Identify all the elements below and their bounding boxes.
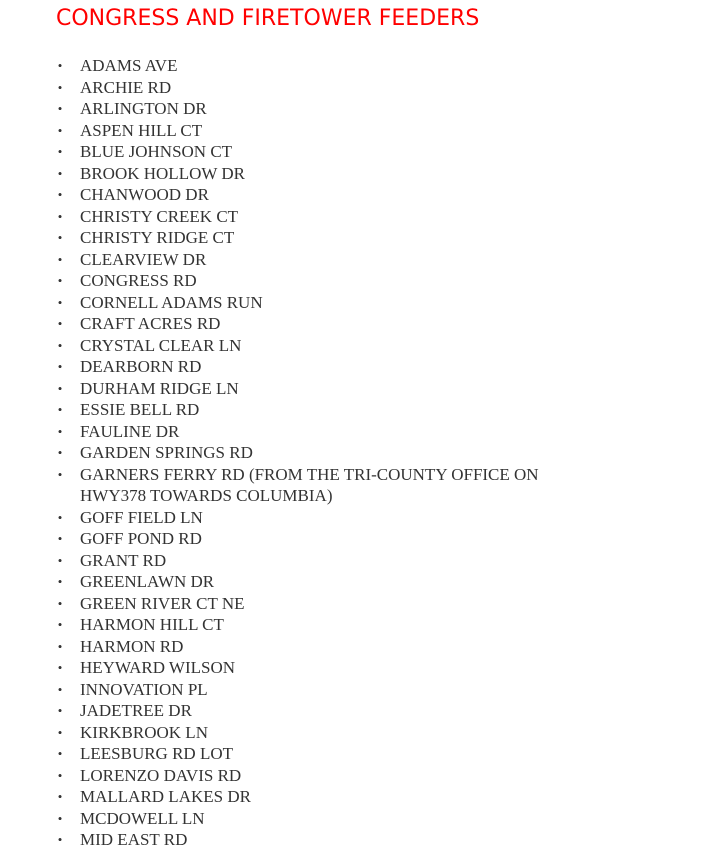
bullet-icon: • bbox=[57, 251, 63, 267]
street-name: BROOK HOLLOW DR bbox=[80, 163, 245, 183]
bullet-icon: • bbox=[57, 810, 63, 826]
street-list-item bbox=[0, 163, 600, 185]
bullet-icon: • bbox=[57, 230, 63, 245]
bullet-icon: • bbox=[57, 660, 63, 675]
street-name: CRAFT ACRES RD bbox=[80, 314, 221, 333]
street-list-item bbox=[0, 765, 600, 787]
bullet-icon: • bbox=[57, 574, 63, 589]
street-list-item bbox=[0, 120, 600, 142]
bullet-icon: • bbox=[57, 789, 63, 804]
bullet-icon: • bbox=[57, 79, 63, 95]
street-list bbox=[0, 55, 703, 851]
street-list-item bbox=[0, 313, 600, 335]
street-list-item bbox=[0, 593, 600, 615]
street-name: GREENLAWN DR bbox=[80, 572, 215, 591]
street-name: FAULINE DR bbox=[80, 421, 180, 441]
street-name: ADAMS AVE bbox=[80, 56, 178, 75]
street-list-item bbox=[0, 227, 600, 249]
bullet-icon: • bbox=[57, 423, 63, 439]
bullet-icon: • bbox=[57, 380, 63, 396]
bullet-icon: • bbox=[57, 165, 63, 181]
street-list-item bbox=[0, 571, 600, 593]
street-list-item bbox=[0, 399, 600, 421]
street-list-item bbox=[0, 421, 600, 443]
street-list-item bbox=[0, 206, 600, 228]
street-name: CHRISTY CREEK CT bbox=[80, 206, 239, 226]
street-list-item bbox=[0, 55, 600, 77]
bullet-icon: • bbox=[57, 316, 63, 331]
bullet-icon: • bbox=[57, 509, 63, 525]
street-name: MALLARD LAKES DR bbox=[80, 787, 251, 806]
bullet-icon: • bbox=[57, 832, 63, 847]
street-name: GARNERS FERRY RD (FROM THE TRI-COUNTY OFFICE ON HWY378 TOWARDS COLUMBIA) bbox=[80, 464, 539, 505]
bullet-icon: • bbox=[57, 359, 63, 374]
bullet-icon: • bbox=[57, 617, 63, 632]
street-name: CHANWOOD DR bbox=[80, 185, 209, 204]
street-name: GRANT RD bbox=[80, 550, 167, 570]
street-list-item bbox=[0, 356, 600, 378]
street-name: CHRISTY RIDGE CT bbox=[80, 228, 235, 247]
bullet-icon: • bbox=[57, 144, 63, 159]
bullet-icon: • bbox=[57, 294, 63, 310]
bullet-icon: • bbox=[57, 187, 63, 202]
street-name: CONGRESS RD bbox=[80, 271, 197, 290]
street-list-item bbox=[0, 722, 600, 744]
street-name: INNOVATION PL bbox=[80, 679, 208, 699]
bullet-icon: • bbox=[57, 445, 63, 460]
street-name: JADETREE DR bbox=[80, 701, 192, 720]
street-list-item bbox=[0, 98, 600, 120]
street-list-item bbox=[0, 614, 600, 636]
bullet-icon: • bbox=[57, 638, 63, 654]
bullet-icon: • bbox=[57, 402, 63, 417]
street-name: CORNELL ADAMS RUN bbox=[80, 292, 263, 312]
bullet-icon: • bbox=[57, 703, 63, 718]
street-name: ARLINGTON DR bbox=[80, 99, 207, 118]
street-list-item bbox=[0, 270, 600, 292]
street-list-item bbox=[0, 657, 600, 679]
street-name: MCDOWELL LN bbox=[80, 808, 205, 828]
street-name: HARMON RD bbox=[80, 636, 184, 656]
bullet-icon: • bbox=[57, 337, 63, 353]
street-list-item bbox=[0, 700, 600, 722]
street-name: HARMON HILL CT bbox=[80, 615, 224, 634]
street-name: HEYWARD WILSON bbox=[80, 658, 236, 677]
street-list-item bbox=[0, 829, 600, 851]
street-list-item bbox=[0, 442, 600, 464]
street-name: CLEARVIEW DR bbox=[80, 249, 207, 269]
street-list-item bbox=[0, 636, 600, 658]
street-list-item bbox=[0, 743, 600, 765]
street-list-item bbox=[0, 679, 600, 701]
street-list-item bbox=[0, 507, 600, 529]
street-name: LORENZO DAVIS RD bbox=[80, 765, 242, 785]
bullet-icon: • bbox=[57, 552, 63, 568]
bullet-icon: • bbox=[57, 531, 63, 546]
street-name: CRYSTAL CLEAR LN bbox=[80, 335, 242, 355]
street-name: DEARBORN RD bbox=[80, 357, 202, 376]
street-name: GARDEN SPRINGS RD bbox=[80, 443, 253, 462]
street-list-item bbox=[0, 292, 600, 314]
bullet-icon: • bbox=[57, 122, 63, 138]
street-name: GOFF POND RD bbox=[80, 529, 202, 548]
bullet-icon: • bbox=[57, 101, 63, 116]
bullet-icon: • bbox=[57, 595, 63, 611]
street-list-item bbox=[0, 550, 600, 572]
bullet-icon: • bbox=[57, 58, 63, 73]
street-list-item bbox=[0, 184, 600, 206]
bullet-icon: • bbox=[57, 466, 63, 482]
street-name: DURHAM RIDGE LN bbox=[80, 378, 239, 398]
street-name: MID EAST RD bbox=[80, 830, 188, 849]
street-list-item bbox=[0, 249, 600, 271]
street-list-item bbox=[0, 378, 600, 400]
street-name: GOFF FIELD LN bbox=[80, 507, 203, 527]
street-name: LEESBURG RD LOT bbox=[80, 744, 233, 763]
street-list-item bbox=[0, 141, 600, 163]
street-list-item bbox=[0, 77, 600, 99]
street-list-item bbox=[0, 464, 600, 507]
street-list-item bbox=[0, 528, 600, 550]
bullet-icon: • bbox=[57, 746, 63, 761]
bullet-icon: • bbox=[57, 273, 63, 288]
street-list-item bbox=[0, 335, 600, 357]
street-list-item bbox=[0, 786, 600, 808]
street-name: KIRKBROOK LN bbox=[80, 722, 208, 742]
bullet-icon: • bbox=[57, 724, 63, 740]
street-name: ESSIE BELL RD bbox=[80, 400, 200, 419]
street-name: ARCHIE RD bbox=[80, 77, 172, 97]
street-name: ASPEN HILL CT bbox=[80, 120, 203, 140]
bullet-icon: • bbox=[57, 767, 63, 783]
street-name: BLUE JOHNSON CT bbox=[80, 142, 233, 161]
street-name: GREEN RIVER CT NE bbox=[80, 593, 245, 613]
bullet-icon: • bbox=[57, 681, 63, 697]
street-list-item bbox=[0, 808, 600, 830]
bullet-icon: • bbox=[57, 208, 63, 224]
document-title: CONGRESS AND FIRETOWER FEEDERS bbox=[56, 6, 480, 31]
